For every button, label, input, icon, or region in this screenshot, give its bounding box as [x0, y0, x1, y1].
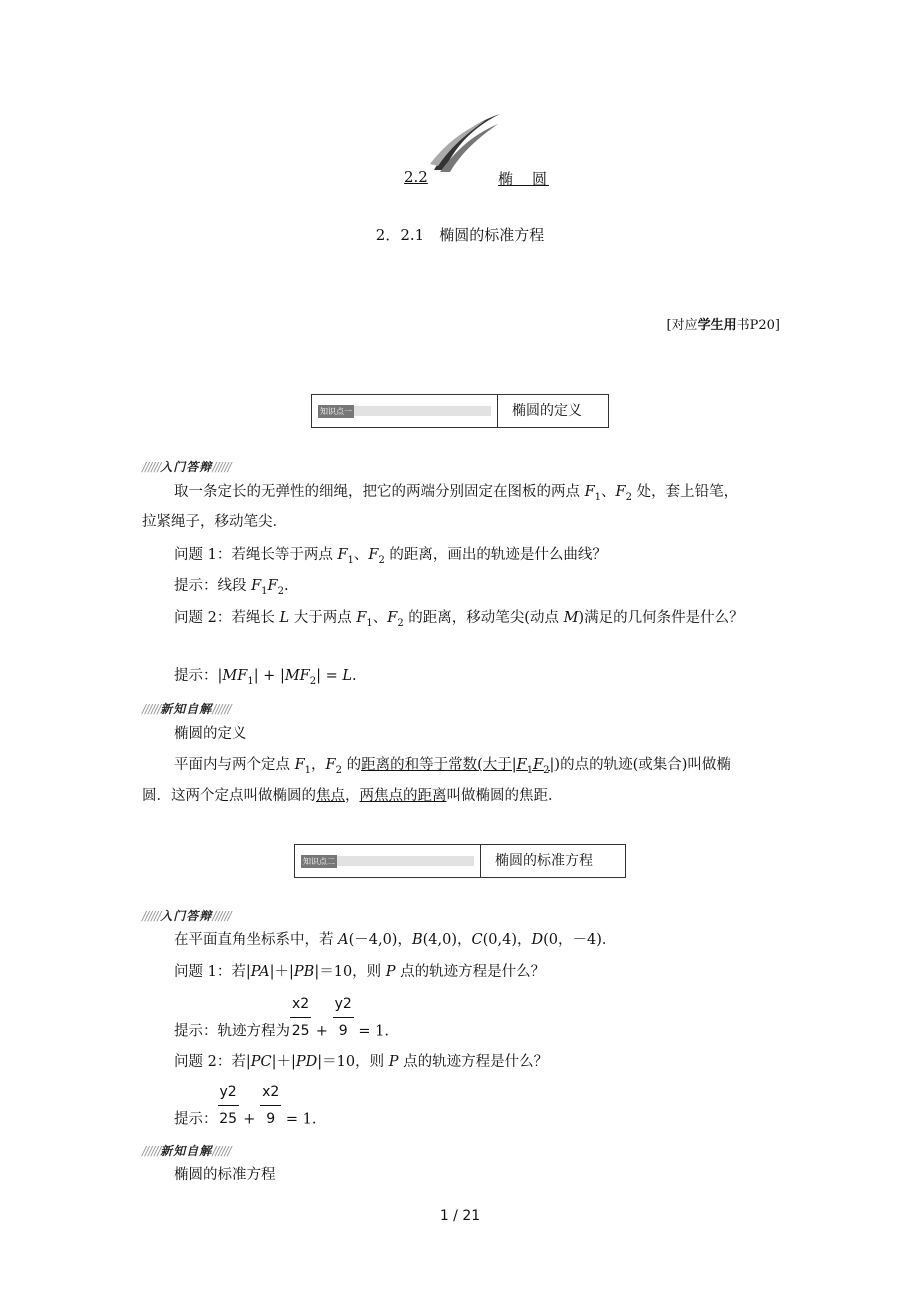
hint: 提示：$|MF_1| + |MF_2| = L$. — [174, 668, 357, 687]
fraction: $\frac{y2}{25}$ — [219, 1084, 238, 1127]
hint: 提示：线段 $F_1F_2$. — [174, 578, 289, 597]
new-knowledge-banner: //////新知自解////// — [142, 1144, 231, 1158]
swoosh-logo-icon — [430, 112, 502, 174]
intro-banner: //////入门答辩////// — [142, 909, 231, 923]
knowledge-tag: 知识点二 — [303, 856, 335, 866]
fraction: $\frac{x2}{25}$ — [291, 996, 310, 1039]
knowledge-box-2 — [294, 844, 626, 878]
knowledge-tag: 知识点一 — [320, 406, 352, 416]
question: 问题 2：若绳长 L 大于两点 $F_1$、$F_2$ 的距离，移动笔尖(动点 M)满足的几何条件是什么？ — [174, 610, 744, 629]
section-title: 椭 圆 — [498, 170, 550, 188]
question: 问题 1：若绳长等于两点 $F_1$、$F_2$ 的距离，画出的轨迹是什么曲线？ — [174, 547, 607, 566]
section-number: 2.2 — [404, 168, 428, 186]
fraction: $\frac{x2}{9}$ — [262, 1084, 280, 1127]
definition-text: 圆．这两个定点叫做椭圆的焦点，两焦点的距离叫做椭圆的焦距． — [142, 788, 563, 804]
knowledge-box-1 — [311, 394, 609, 428]
subsection-title: 2．2.1 椭圆的标准方程 — [375, 226, 545, 244]
knowledge-title: 椭圆的定义 — [512, 403, 582, 419]
page-reference: [对应学生用书P20] — [666, 318, 780, 333]
hint: 提示：轨迹方程为 $\frac{x2}{25}$ + $\frac{y2}{9}$ = 1. — [174, 996, 389, 1040]
new-knowledge-banner: //////新知自解////// — [142, 702, 231, 716]
question: 问题 1：若|PA|＋|PB|＝10，则 P 点的轨迹方程是什么？ — [174, 964, 546, 980]
question: 问题 2：若|PC|＋|PD|＝10，则 P 点的轨迹方程是什么？ — [174, 1054, 549, 1070]
definition-text: 平面内与两个定点 $F_1$，$F_2$ 的距离的和等于常数(大于$|F_1F_2|$)的点的轨迹(或集合)叫做椭 — [174, 757, 731, 776]
page-number: 1 / 21 — [439, 1208, 481, 1224]
hint: 提示： $\frac{y2}{25}$ + $\frac{x2}{9}$ = 1. — [174, 1084, 317, 1128]
paragraph: 取一条定长的无弹性的细绳，把它的两端分别固定在图板的两点 $F_1$、$F_2$ 处，套上铅笔， — [174, 484, 739, 503]
intro-banner: //////入门答辩////// — [142, 460, 231, 474]
knowledge-title: 椭圆的标准方程 — [495, 853, 593, 869]
paragraph: 在平面直角坐标系中，若 A(－4,0)，B(4,0)，C(0,4)，D(0，－4)． — [174, 932, 617, 948]
fraction: $\frac{y2}{9}$ — [334, 996, 352, 1039]
standard-equation-title: 椭圆的标准方程 — [174, 1167, 276, 1183]
paragraph: 拉紧绳子，移动笔尖． — [142, 514, 287, 530]
definition-title: 椭圆的定义 — [174, 726, 247, 742]
